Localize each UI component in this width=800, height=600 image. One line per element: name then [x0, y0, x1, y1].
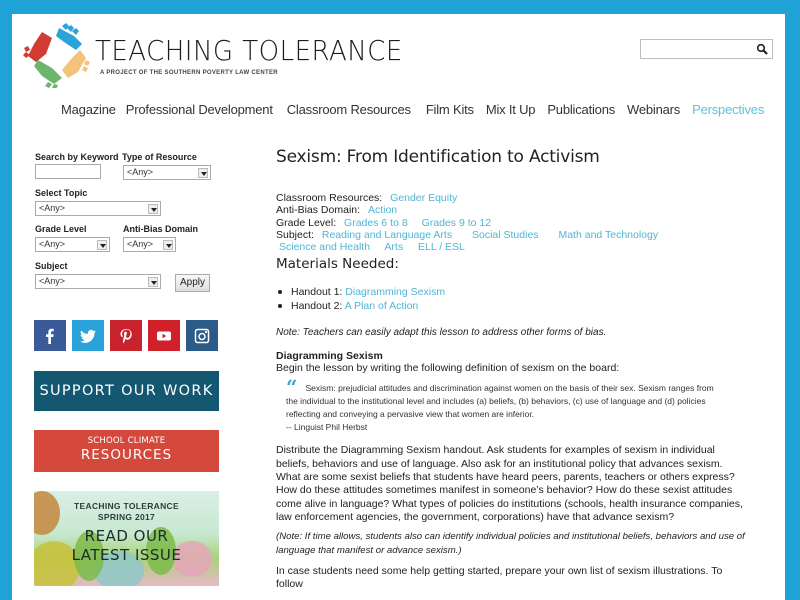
tag-link[interactable]: Science and Health: [279, 241, 371, 254]
list-item: [276, 285, 756, 299]
list-item: [276, 299, 756, 313]
handout-link[interactable]: A Plan of Action: [344, 300, 419, 313]
quote-attribution: -- Linguist Phil Herbst: [286, 422, 368, 433]
lesson-metadata: [276, 192, 756, 253]
facebook-icon: [42, 328, 58, 344]
youtube-button[interactable]: [148, 320, 180, 351]
support-our-work-button[interactable]: SUPPORT OUR WORK: [34, 371, 219, 411]
chevron-down-icon: [148, 204, 158, 214]
page-title: Sexism: From Identification to Activism: [276, 147, 600, 167]
handout-label: Handout 2:: [291, 300, 343, 313]
pinterest-icon: [118, 328, 134, 344]
tag-link[interactable]: Social Studies: [472, 228, 539, 241]
issue-line-2: SPRING 2017: [97, 512, 156, 522]
type-of-resource-select[interactable]: [123, 165, 211, 180]
nav-classroom-resources[interactable]: Classroom Resources: [286, 102, 411, 117]
main-nav: [61, 102, 774, 120]
keyword-label: Search by Keyword: [35, 152, 119, 162]
grade-level-label: Grade Level: [35, 224, 87, 234]
issue-line-1: TEACHING TOLERANCE: [74, 501, 179, 511]
anti-bias-domain-value: <Any>: [127, 239, 154, 249]
body-paragraph: Distribute the Diagramming Sexism handout. Ask students for examples of sexism in individual beliefs, behaviors and use of language. Also ask for an institutional policy that advances sexism. What are some sexist beliefs that students have heard peers, parents, teachers or others express? How do these attitudes sometimes manifest in someone’s behavior? How do these sexist attitudes come alive in language? What types of policies do institutions (schools, health insurance companies, law enforcement agencies, the government, corporations) have that advance sexism?: [276, 444, 743, 523]
pinterest-button[interactable]: [110, 320, 142, 351]
handout-label: Handout 1:: [291, 286, 343, 299]
quote-text: Sexism: prejudicial attitudes and discrimination against women on the basis of their sex. Sexism ranges from the individual to the institutional level and includes (a) beliefs, (b) behaviors, (c) use of language and (d) policies reflecting and conveying a pervasive view that women are inferior.: [286, 383, 714, 420]
chevron-down-icon: [198, 168, 208, 178]
nav-magazine[interactable]: Magazine: [61, 102, 116, 117]
instagram-button[interactable]: [186, 320, 218, 351]
body-paragraph: In case students need some help getting started, prepare your own list of sexism illustrations. To follow: [276, 564, 723, 590]
classroom-resources-label: Classroom Resources:: [276, 192, 383, 204]
social-links: [34, 320, 218, 351]
climate-small-label: SCHOOL CLIMATE: [87, 436, 166, 446]
climate-big-label: RESOURCES: [80, 447, 173, 463]
body-note-paragraph: (Note: If time allows, students also can identify individual policies and institutional beliefs, behaviors and use of language that manifest or advance sexism.): [276, 531, 745, 556]
anti-bias-domain-select[interactable]: [123, 237, 176, 252]
tag-link[interactable]: Grades 9 to 12: [421, 216, 492, 229]
tag-link[interactable]: Action: [367, 204, 398, 217]
brand-title[interactable]: TEACHING TOLERANCE: [95, 34, 403, 67]
anti-bias-domain-label: Anti-Bias Domain:: [276, 204, 361, 217]
quote-icon: “: [286, 375, 298, 400]
lesson-content: [276, 147, 756, 591]
handout-list: [276, 285, 756, 313]
select-topic-value: <Any>: [39, 203, 66, 213]
facebook-button[interactable]: [34, 320, 66, 351]
grade-level-select[interactable]: [35, 237, 110, 252]
search-input[interactable]: [641, 41, 751, 59]
nav-film-kits[interactable]: Film Kits: [425, 102, 474, 117]
select-topic-label: Select Topic: [35, 188, 88, 198]
chevron-down-icon: [163, 240, 173, 250]
subject-value: <Any>: [39, 276, 66, 286]
teacher-note: Note: Teachers can easily adapt this lesson to address other forms of bias.: [276, 327, 607, 339]
tag-link[interactable]: Arts: [384, 241, 404, 254]
subject-label: Subject: [35, 261, 68, 271]
site-search[interactable]: [640, 39, 773, 59]
tag-link[interactable]: Grades 6 to 8: [344, 216, 408, 229]
select-topic-select[interactable]: [35, 201, 161, 216]
intro-paragraph: Begin the lesson by writing the following definition of sexism on the board:: [276, 362, 620, 375]
brand-subtitle: A PROJECT OF THE SOUTHERN POVERTY LAW CENTER: [100, 70, 278, 76]
handout-link[interactable]: Diagramming Sexism: [345, 286, 446, 299]
issue-magazine-name: [34, 501, 219, 523]
latest-issue-banner[interactable]: [34, 491, 219, 586]
nav-webinars[interactable]: Webinars: [627, 102, 681, 117]
twitter-icon: [80, 328, 96, 344]
subject-label: Subject:: [276, 228, 314, 241]
type-of-resource-label: Type of Resource: [122, 152, 197, 162]
chevron-down-icon: [97, 240, 107, 250]
four-hands-logo-icon[interactable]: [22, 22, 92, 88]
twitter-button[interactable]: [72, 320, 104, 351]
tag-link[interactable]: Gender Equity: [390, 192, 458, 204]
issue-line-3: READ OUR: [84, 527, 169, 545]
issue-line-4: LATEST ISSUE: [71, 546, 182, 564]
youtube-icon: [156, 328, 172, 344]
tag-link[interactable]: Reading and Language Arts: [321, 228, 453, 241]
section-heading: Diagramming Sexism: [276, 350, 383, 363]
chevron-down-icon: [148, 277, 158, 287]
search-icon[interactable]: [756, 43, 768, 55]
tag-link[interactable]: Math and Technology: [558, 228, 659, 241]
keyword-input[interactable]: [35, 164, 101, 179]
definition-quote: [286, 375, 726, 434]
grade-level-label: Grade Level:: [276, 216, 337, 229]
subject-select[interactable]: [35, 274, 161, 289]
anti-bias-domain-label: Anti-Bias Domain: [123, 224, 199, 234]
nav-mix-it-up[interactable]: Mix It Up: [485, 102, 536, 117]
nav-publications[interactable]: Publications: [547, 102, 616, 117]
tag-link[interactable]: ELL / ESL: [418, 241, 465, 254]
page: [12, 14, 785, 600]
school-climate-resources-button[interactable]: [34, 430, 219, 472]
grade-level-value: <Any>: [39, 239, 66, 249]
apply-button[interactable]: Apply: [175, 274, 210, 292]
materials-heading: Materials Needed:: [276, 256, 399, 273]
nav-perspectives[interactable]: Perspectives: [692, 102, 765, 117]
type-of-resource-value: <Any>: [127, 167, 154, 177]
issue-cta: [34, 527, 219, 565]
instagram-icon: [194, 328, 210, 344]
nav-professional-development[interactable]: Professional Development: [125, 102, 273, 117]
